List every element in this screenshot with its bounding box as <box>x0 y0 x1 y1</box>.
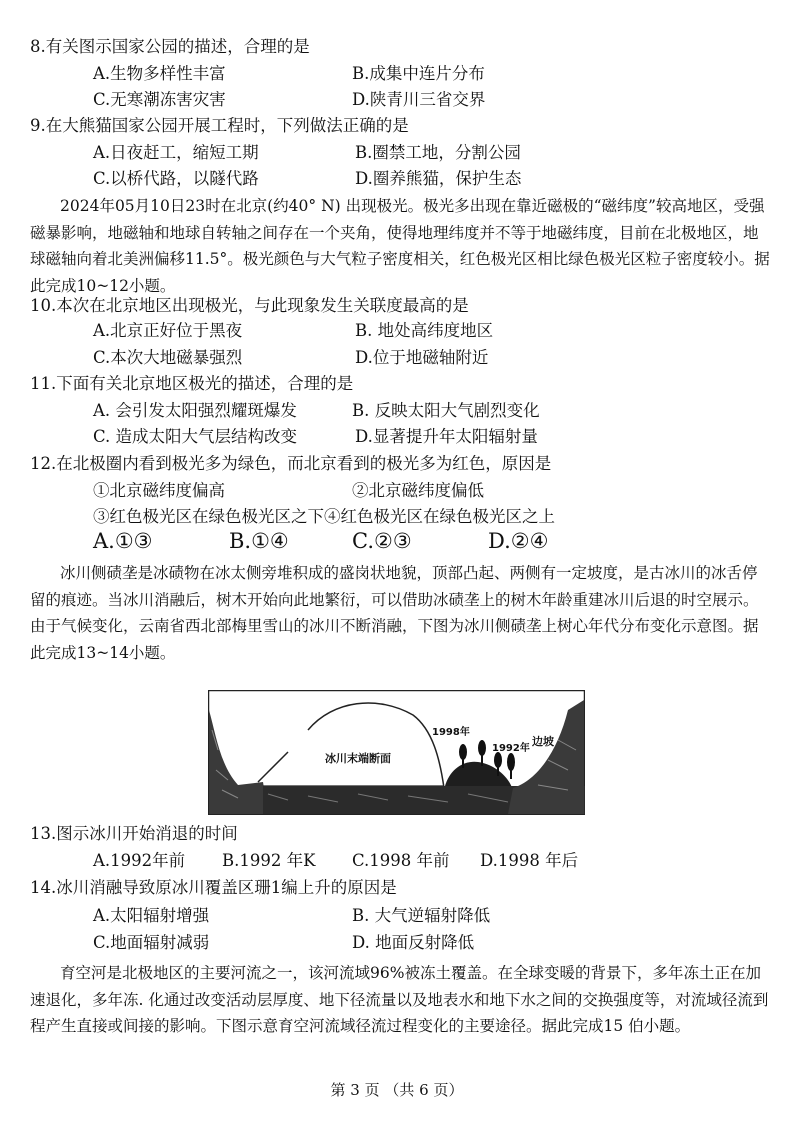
q14-stem: 14.冰川消融导致原冰川覆盖区珊1编上升的原因是 <box>30 878 397 897</box>
q12-item-1: ①北京磁纬度偏高 <box>93 481 225 500</box>
q10-option-c: C.本次大地磁暴强烈 <box>93 348 243 367</box>
q11-option-b: B. 反映太阳大气剧烈变化 <box>352 401 540 420</box>
q8-option-d: D.陕青川三省交界 <box>352 90 486 109</box>
q8-option-c: C.无寒潮冻害灾害 <box>93 90 226 109</box>
q10-option-d: D.位于地磁轴附近 <box>355 348 489 367</box>
passage-yukon: 育空河是北极地区的主要河流之一，该河流域96%被冻土覆盖。在全球变暖的背景下，多年冻土正在加速退化，多年冻. 化通过改变活动层厚度、地下径流量以及地表水和地下水之间的交换强度等，对流域径流到程产生直接或间接的影响。下图示意育空河流域径流过程变化的主要途径。据此完成15 伯小题。 <box>30 964 769 1035</box>
q9-option-d: D.圈养熊猫，保护生态 <box>355 169 522 188</box>
q12-item-3-4: ③红色极光区在绿色极光区之下④红色极光区在绿色极光区之上 <box>93 507 555 526</box>
passage-glacier: 冰川侧碛垄是冰碛物在冰太侧旁堆积成的盛岗状地貌，顶部凸起、两侧有一定坡度，是古冰川的冰舌停留的痕迹。当冰川消融后，树木开始向此地繁衍，可以借助冰碛垄上的树木年龄重建冰川后退的时空展示。由于气候变化，云南省西北部梅里雪山的冰川不断消融，下图为冰川侧碛垄上树心年代分布变化示意图。据此完成13~14小题。 <box>30 564 759 662</box>
q14-option-b: B. 大气逆辐射降低 <box>352 906 491 925</box>
q13-option-b: B.1992 年K <box>222 851 316 870</box>
q11-option-d: D.显著提升年太阳辐射量 <box>355 427 538 446</box>
q12-option-a: A.①③ <box>93 529 153 553</box>
label-1992: 1992年 <box>492 743 530 754</box>
label-1998: 1998年 <box>432 727 470 738</box>
passage-aurora: 2024年05月10日23时在北京(约40° N) 出现极光。极光多出现在靠近磁极的“磁纬度”较高地区，受强磁暴影响，地磁轴和地球自转轴之间存在一个夹角，使得地理纬度并不等于地磁纬度，目前在北极地区，地球磁轴向着北美洲偏移11.5°。极光颜色与大气粒子密度相关，红色极光区相比绿色极光区粒子密度较小。据此完成10~12小题。 <box>30 197 770 295</box>
q13-option-a: A.1992年前 <box>93 851 186 870</box>
q9-stem: 9.在大熊猫国家公园开展工程时，下列做法正确的是 <box>30 116 409 135</box>
q10-option-b: B. 地处高纬度地区 <box>355 321 494 340</box>
q14-option-a: A.太阳辐射增强 <box>93 906 210 925</box>
q8-option-a: A.生物多样性丰富 <box>93 64 226 83</box>
q13-stem: 13.图示冰川开始消退的时间 <box>30 824 238 843</box>
q13-option-d: D.1998 年后 <box>480 851 579 870</box>
q11-option-a: A. 会引发太阳强烈耀斑爆发 <box>93 401 297 420</box>
q14-option-c: C.地面辐射减弱 <box>93 933 210 952</box>
q11-stem: 11.下面有关北京地区极光的描述，合理的是 <box>30 374 354 393</box>
q12-stem: 12.在北极圈内看到极光多为绿色，而北京看到的极光多为红色，原因是 <box>30 454 552 473</box>
q8-option-b: B.成集中连片分布 <box>352 64 485 83</box>
q11-option-c: C. 造成太阳大气层结构改变 <box>93 427 298 446</box>
page-number: 第 3 页 （共 6 页） <box>330 1081 464 1099</box>
label-glacier-terminus: 冰川末端断面 <box>325 752 391 765</box>
q8-stem: 8.有关图示国家公园的描述，合理的是 <box>30 37 310 56</box>
glacier-moraine-figure <box>208 690 585 815</box>
q10-stem: 10.本次在北京地区出现极光，与此现象发生关联度最高的是 <box>30 296 469 315</box>
q13-option-c: C.1998 年前 <box>352 851 450 870</box>
q9-option-b: B.圈禁工地，分割公园 <box>355 143 521 162</box>
q12-option-d: D.②④ <box>488 529 549 553</box>
q12-option-c: C.②③ <box>352 529 412 553</box>
q9-option-a: A.日夜赶工，缩短工期 <box>93 143 259 162</box>
q12-option-b: B.①④ <box>229 529 289 553</box>
label-side-slope: 边坡 <box>532 735 554 748</box>
q12-item-2: ②北京磁纬度偏低 <box>352 481 484 500</box>
q14-option-d: D. 地面反射降低 <box>352 933 475 952</box>
q9-option-c: C.以桥代路，以隧代路 <box>93 169 259 188</box>
q10-option-a: A.北京正好位于黑夜 <box>93 321 243 340</box>
